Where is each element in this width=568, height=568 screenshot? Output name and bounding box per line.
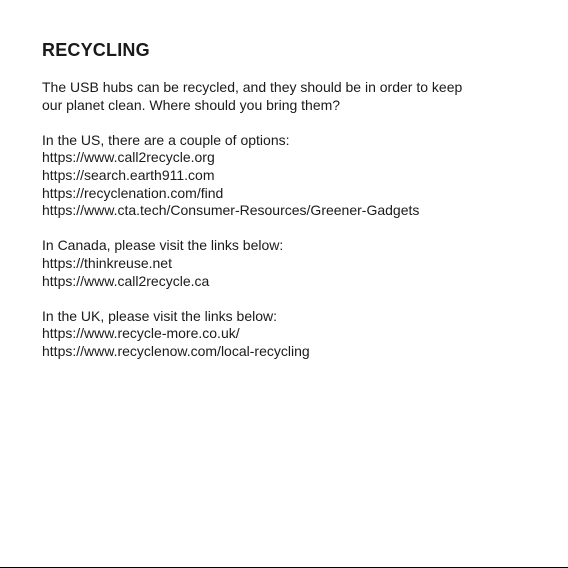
- canada-section: [42, 237, 542, 290]
- uk-link-recycle-more[interactable]: https://www.recycle-more.co.uk/: [42, 325, 240, 342]
- intro-line-2: our planet clean. Where should you bring them?: [42, 96, 341, 113]
- uk-link-recyclenow[interactable]: https://www.recyclenow.com/local-recycling: [42, 342, 310, 359]
- intro-paragraph: [42, 79, 542, 114]
- page-title: RECYCLING: [42, 40, 150, 60]
- intro-line-1: The USB hubs can be recycled, and they should be in order to keep: [42, 79, 463, 95]
- canada-link-call2recycle[interactable]: https://www.call2recycle.ca: [42, 272, 210, 289]
- us-link-cta[interactable]: https://www.cta.tech/Consumer-Resources/Greener-Gadgets: [42, 202, 420, 219]
- uk-section-title: In the UK, please visit the links below:: [42, 307, 278, 324]
- us-section: [42, 132, 542, 220]
- us-section-title: In the US, there are a couple of options:: [42, 131, 290, 148]
- us-link-earth911[interactable]: https://search.earth911.com: [42, 166, 215, 183]
- canada-link-thinkreuse[interactable]: https://thinkreuse.net: [42, 254, 172, 271]
- canada-section-title: In Canada, please visit the links below:: [42, 237, 284, 254]
- us-link-recyclenation[interactable]: https://recyclenation.com/find: [42, 184, 224, 201]
- recycling-page: [42, 38, 542, 378]
- uk-section: [42, 308, 542, 361]
- us-link-call2recycle[interactable]: https://www.call2recycle.org: [42, 149, 215, 166]
